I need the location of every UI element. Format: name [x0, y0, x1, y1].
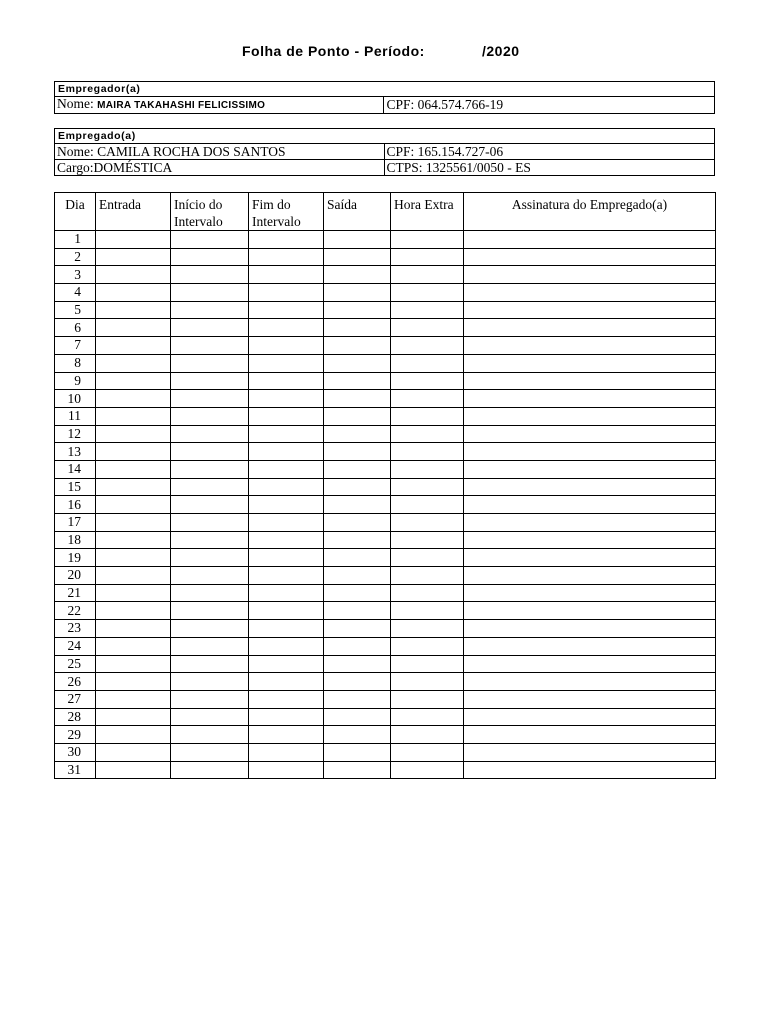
table-row	[55, 407, 716, 425]
hora-extra-cell[interactable]	[391, 567, 464, 585]
table-row	[55, 726, 716, 744]
table-row	[55, 301, 716, 319]
fim-intervalo-cell[interactable]	[249, 354, 324, 372]
day-number: 12	[55, 425, 96, 443]
saida-cell[interactable]	[324, 407, 391, 425]
inicio-intervalo-cell[interactable]	[171, 496, 249, 514]
saida-cell[interactable]	[324, 673, 391, 691]
fim-intervalo-cell[interactable]	[249, 655, 324, 673]
hora-extra-cell[interactable]	[391, 390, 464, 408]
inicio-intervalo-cell[interactable]	[171, 514, 249, 532]
employee-name: Nome: CAMILA ROCHA DOS SANTOS	[55, 144, 385, 160]
hora-extra-cell[interactable]	[391, 266, 464, 284]
entrada-cell[interactable]	[96, 372, 171, 390]
saida-cell[interactable]	[324, 584, 391, 602]
entrada-cell[interactable]	[96, 549, 171, 567]
entrada-cell[interactable]	[96, 761, 171, 779]
hora-extra-cell[interactable]	[391, 478, 464, 496]
saida-cell[interactable]	[324, 284, 391, 302]
hora-extra-cell[interactable]	[391, 726, 464, 744]
day-number: 25	[55, 655, 96, 673]
table-row	[55, 514, 716, 532]
entrada-cell[interactable]	[96, 726, 171, 744]
table-row	[55, 478, 716, 496]
assinatura-cell[interactable]	[464, 372, 716, 390]
saida-cell[interactable]	[324, 443, 391, 461]
hora-extra-cell[interactable]	[391, 407, 464, 425]
table-row	[55, 708, 716, 726]
saida-cell[interactable]	[324, 266, 391, 284]
hora-extra-cell[interactable]	[391, 514, 464, 532]
table-row	[55, 266, 716, 284]
fim-intervalo-cell[interactable]	[249, 248, 324, 266]
fim-intervalo-cell[interactable]	[249, 460, 324, 478]
inicio-intervalo-cell[interactable]	[171, 584, 249, 602]
column-header-saida: Saída	[324, 193, 391, 231]
inicio-intervalo-cell[interactable]	[171, 301, 249, 319]
entrada-cell[interactable]	[96, 514, 171, 532]
employer-name-value: MAIRA TAKAHASHI FELICISSIMO	[97, 100, 266, 111]
saida-cell[interactable]	[324, 761, 391, 779]
entrada-cell[interactable]	[96, 319, 171, 337]
day-number: 11	[55, 407, 96, 425]
entrada-cell[interactable]	[96, 407, 171, 425]
hora-extra-cell[interactable]	[391, 673, 464, 691]
hora-extra-cell[interactable]	[391, 602, 464, 620]
hora-extra-cell[interactable]	[391, 584, 464, 602]
entrada-cell[interactable]	[96, 673, 171, 691]
assinatura-cell[interactable]	[464, 248, 716, 266]
table-row	[55, 354, 716, 372]
entrada-cell[interactable]	[96, 301, 171, 319]
inicio-intervalo-cell[interactable]	[171, 743, 249, 761]
hora-extra-cell[interactable]	[391, 284, 464, 302]
table-row	[55, 690, 716, 708]
fim-intervalo-cell[interactable]	[249, 443, 324, 461]
table-row	[55, 567, 716, 585]
inicio-intervalo-cell[interactable]	[171, 337, 249, 355]
assinatura-cell[interactable]	[464, 301, 716, 319]
saida-cell[interactable]	[324, 726, 391, 744]
entrada-cell[interactable]	[96, 425, 171, 443]
saida-cell[interactable]	[324, 301, 391, 319]
fim-intervalo-cell[interactable]	[249, 531, 324, 549]
assinatura-cell[interactable]	[464, 549, 716, 567]
table-row	[55, 460, 716, 478]
fim-intervalo-cell[interactable]	[249, 726, 324, 744]
inicio-intervalo-cell[interactable]	[171, 460, 249, 478]
fim-intervalo-cell[interactable]	[249, 496, 324, 514]
saida-cell[interactable]	[324, 743, 391, 761]
hora-extra-cell[interactable]	[391, 531, 464, 549]
saida-cell[interactable]	[324, 231, 391, 249]
assinatura-cell[interactable]	[464, 602, 716, 620]
fim-intervalo-cell[interactable]	[249, 708, 324, 726]
inicio-intervalo-cell[interactable]	[171, 266, 249, 284]
fim-intervalo-cell[interactable]	[249, 337, 324, 355]
assinatura-cell[interactable]	[464, 266, 716, 284]
table-row	[55, 284, 716, 302]
timesheet-table	[54, 192, 716, 779]
inicio-intervalo-cell[interactable]	[171, 655, 249, 673]
assinatura-cell[interactable]	[464, 319, 716, 337]
assinatura-cell[interactable]	[464, 478, 716, 496]
employer-name-cell	[55, 97, 384, 114]
entrada-cell[interactable]	[96, 620, 171, 638]
day-number: 26	[55, 673, 96, 691]
day-number: 22	[55, 602, 96, 620]
employer-cpf: CPF: 064.574.766-19	[384, 97, 715, 114]
day-number: 8	[55, 354, 96, 372]
day-number: 30	[55, 743, 96, 761]
entrada-cell[interactable]	[96, 655, 171, 673]
title-text: Folha de Ponto - Período:	[242, 43, 425, 59]
assinatura-cell[interactable]	[464, 460, 716, 478]
entrada-cell[interactable]	[96, 478, 171, 496]
entrada-cell[interactable]	[96, 337, 171, 355]
assinatura-cell[interactable]	[464, 584, 716, 602]
employee-box	[54, 128, 715, 176]
entrada-cell[interactable]	[96, 531, 171, 549]
table-row	[55, 390, 716, 408]
fim-intervalo-cell[interactable]	[249, 514, 324, 532]
inicio-intervalo-cell[interactable]	[171, 425, 249, 443]
hora-extra-cell[interactable]	[391, 620, 464, 638]
entrada-cell[interactable]	[96, 602, 171, 620]
employer-section-label: Empregador(a)	[55, 82, 715, 97]
page-title	[0, 43, 768, 63]
column-header-fim-intervalo: Fim do Intervalo	[249, 193, 324, 231]
day-number: 23	[55, 620, 96, 638]
fim-intervalo-cell[interactable]	[249, 284, 324, 302]
saida-cell[interactable]	[324, 602, 391, 620]
table-row	[55, 743, 716, 761]
hora-extra-cell[interactable]	[391, 231, 464, 249]
day-number: 29	[55, 726, 96, 744]
fim-intervalo-cell[interactable]	[249, 637, 324, 655]
inicio-intervalo-cell[interactable]	[171, 407, 249, 425]
assinatura-cell[interactable]	[464, 284, 716, 302]
entrada-cell[interactable]	[96, 443, 171, 461]
hora-extra-cell[interactable]	[391, 354, 464, 372]
inicio-intervalo-cell[interactable]	[171, 319, 249, 337]
fim-intervalo-cell[interactable]	[249, 301, 324, 319]
fim-intervalo-cell[interactable]	[249, 390, 324, 408]
inicio-intervalo-cell[interactable]	[171, 708, 249, 726]
fim-intervalo-cell[interactable]	[249, 478, 324, 496]
fim-intervalo-cell[interactable]	[249, 319, 324, 337]
inicio-intervalo-cell[interactable]	[171, 284, 249, 302]
assinatura-cell[interactable]	[464, 231, 716, 249]
hora-extra-cell[interactable]	[391, 743, 464, 761]
entrada-cell[interactable]	[96, 637, 171, 655]
day-number: 24	[55, 637, 96, 655]
assinatura-cell[interactable]	[464, 620, 716, 638]
day-number: 14	[55, 460, 96, 478]
table-row	[55, 761, 716, 779]
timesheet-header-row	[55, 193, 716, 231]
fim-intervalo-cell[interactable]	[249, 407, 324, 425]
column-header-assinatura: Assinatura do Empregado(a)	[464, 193, 716, 231]
assinatura-cell[interactable]	[464, 690, 716, 708]
entrada-cell[interactable]	[96, 231, 171, 249]
day-number: 20	[55, 567, 96, 585]
fim-intervalo-cell[interactable]	[249, 673, 324, 691]
assinatura-cell[interactable]	[464, 567, 716, 585]
table-row	[55, 231, 716, 249]
table-row	[55, 584, 716, 602]
column-header-inicio-intervalo: Início do Intervalo	[171, 193, 249, 231]
assinatura-cell[interactable]	[464, 390, 716, 408]
saida-cell[interactable]	[324, 531, 391, 549]
hora-extra-cell[interactable]	[391, 425, 464, 443]
saida-cell[interactable]	[324, 708, 391, 726]
assinatura-cell[interactable]	[464, 743, 716, 761]
table-row	[55, 549, 716, 567]
hora-extra-cell[interactable]	[391, 655, 464, 673]
day-number: 6	[55, 319, 96, 337]
day-number: 9	[55, 372, 96, 390]
day-number: 27	[55, 690, 96, 708]
saida-cell[interactable]	[324, 478, 391, 496]
entrada-cell[interactable]	[96, 390, 171, 408]
saida-cell[interactable]	[324, 690, 391, 708]
fim-intervalo-cell[interactable]	[249, 690, 324, 708]
table-row	[55, 673, 716, 691]
table-row	[55, 620, 716, 638]
fim-intervalo-cell[interactable]	[249, 231, 324, 249]
table-row	[55, 337, 716, 355]
assinatura-cell[interactable]	[464, 637, 716, 655]
day-number: 16	[55, 496, 96, 514]
inicio-intervalo-cell[interactable]	[171, 761, 249, 779]
inicio-intervalo-cell[interactable]	[171, 390, 249, 408]
fim-intervalo-cell[interactable]	[249, 425, 324, 443]
day-number: 15	[55, 478, 96, 496]
table-row	[55, 443, 716, 461]
title-year: /2020	[482, 43, 520, 59]
entrada-cell[interactable]	[96, 460, 171, 478]
hora-extra-cell[interactable]	[391, 496, 464, 514]
table-row	[55, 248, 716, 266]
inicio-intervalo-cell[interactable]	[171, 567, 249, 585]
entrada-cell[interactable]	[96, 708, 171, 726]
hora-extra-cell[interactable]	[391, 337, 464, 355]
table-row	[55, 602, 716, 620]
employer-name-label: Nome:	[57, 96, 94, 111]
inicio-intervalo-cell[interactable]	[171, 602, 249, 620]
hora-extra-cell[interactable]	[391, 248, 464, 266]
saida-cell[interactable]	[324, 637, 391, 655]
day-number: 7	[55, 337, 96, 355]
inicio-intervalo-cell[interactable]	[171, 620, 249, 638]
saida-cell[interactable]	[324, 655, 391, 673]
table-row	[55, 531, 716, 549]
fim-intervalo-cell[interactable]	[249, 567, 324, 585]
saida-cell[interactable]	[324, 354, 391, 372]
fim-intervalo-cell[interactable]	[249, 620, 324, 638]
column-header-dia: Dia	[55, 193, 96, 231]
assinatura-cell[interactable]	[464, 496, 716, 514]
inicio-intervalo-cell[interactable]	[171, 531, 249, 549]
entrada-cell[interactable]	[96, 743, 171, 761]
saida-cell[interactable]	[324, 372, 391, 390]
assinatura-cell[interactable]	[464, 514, 716, 532]
assinatura-cell[interactable]	[464, 726, 716, 744]
table-row	[55, 496, 716, 514]
assinatura-cell[interactable]	[464, 531, 716, 549]
fim-intervalo-cell[interactable]	[249, 549, 324, 567]
table-row	[55, 425, 716, 443]
assinatura-cell[interactable]	[464, 655, 716, 673]
assinatura-cell[interactable]	[464, 673, 716, 691]
day-number: 19	[55, 549, 96, 567]
saida-cell[interactable]	[324, 549, 391, 567]
day-number: 31	[55, 761, 96, 779]
hora-extra-cell[interactable]	[391, 761, 464, 779]
inicio-intervalo-cell[interactable]	[171, 690, 249, 708]
inicio-intervalo-cell[interactable]	[171, 372, 249, 390]
assinatura-cell[interactable]	[464, 354, 716, 372]
hora-extra-cell[interactable]	[391, 372, 464, 390]
assinatura-cell[interactable]	[464, 708, 716, 726]
day-number: 28	[55, 708, 96, 726]
saida-cell[interactable]	[324, 319, 391, 337]
hora-extra-cell[interactable]	[391, 637, 464, 655]
entrada-cell[interactable]	[96, 690, 171, 708]
saida-cell[interactable]	[324, 514, 391, 532]
saida-cell[interactable]	[324, 248, 391, 266]
day-number: 2	[55, 248, 96, 266]
saida-cell[interactable]	[324, 496, 391, 514]
day-number: 21	[55, 584, 96, 602]
inicio-intervalo-cell[interactable]	[171, 248, 249, 266]
fim-intervalo-cell[interactable]	[249, 584, 324, 602]
assinatura-cell[interactable]	[464, 425, 716, 443]
hora-extra-cell[interactable]	[391, 319, 464, 337]
assinatura-cell[interactable]	[464, 443, 716, 461]
column-header-entrada: Entrada	[96, 193, 171, 231]
day-number: 5	[55, 301, 96, 319]
day-number: 10	[55, 390, 96, 408]
fim-intervalo-cell[interactable]	[249, 743, 324, 761]
fim-intervalo-cell[interactable]	[249, 602, 324, 620]
saida-cell[interactable]	[324, 620, 391, 638]
hora-extra-cell[interactable]	[391, 549, 464, 567]
entrada-cell[interactable]	[96, 496, 171, 514]
column-header-hora-extra: Hora Extra	[391, 193, 464, 231]
hora-extra-cell[interactable]	[391, 443, 464, 461]
saida-cell[interactable]	[324, 337, 391, 355]
employee-cpf: CPF: 165.154.727-06	[384, 144, 714, 160]
entrada-cell[interactable]	[96, 584, 171, 602]
employee-cargo: Cargo:DOMÉSTICA	[55, 160, 385, 176]
inicio-intervalo-cell[interactable]	[171, 726, 249, 744]
entrada-cell[interactable]	[96, 567, 171, 585]
day-number: 18	[55, 531, 96, 549]
inicio-intervalo-cell[interactable]	[171, 354, 249, 372]
table-row	[55, 372, 716, 390]
hora-extra-cell[interactable]	[391, 690, 464, 708]
fim-intervalo-cell[interactable]	[249, 372, 324, 390]
day-number: 4	[55, 284, 96, 302]
entrada-cell[interactable]	[96, 248, 171, 266]
day-number: 17	[55, 514, 96, 532]
employee-section-label: Empregado(a)	[55, 129, 715, 144]
saida-cell[interactable]	[324, 425, 391, 443]
inicio-intervalo-cell[interactable]	[171, 478, 249, 496]
fim-intervalo-cell[interactable]	[249, 761, 324, 779]
assinatura-cell[interactable]	[464, 761, 716, 779]
entrada-cell[interactable]	[96, 266, 171, 284]
hora-extra-cell[interactable]	[391, 460, 464, 478]
day-number: 1	[55, 231, 96, 249]
table-row	[55, 637, 716, 655]
day-number: 13	[55, 443, 96, 461]
day-number: 3	[55, 266, 96, 284]
entrada-cell[interactable]	[96, 354, 171, 372]
inicio-intervalo-cell[interactable]	[171, 549, 249, 567]
table-row	[55, 655, 716, 673]
assinatura-cell[interactable]	[464, 407, 716, 425]
inicio-intervalo-cell[interactable]	[171, 231, 249, 249]
fim-intervalo-cell[interactable]	[249, 266, 324, 284]
entrada-cell[interactable]	[96, 284, 171, 302]
employee-ctps: CTPS: 1325561/0050 - ES	[384, 160, 714, 176]
table-row	[55, 319, 716, 337]
inicio-intervalo-cell[interactable]	[171, 637, 249, 655]
saida-cell[interactable]	[324, 390, 391, 408]
assinatura-cell[interactable]	[464, 337, 716, 355]
hora-extra-cell[interactable]	[391, 708, 464, 726]
saida-cell[interactable]	[324, 460, 391, 478]
employer-box	[54, 81, 715, 114]
inicio-intervalo-cell[interactable]	[171, 443, 249, 461]
hora-extra-cell[interactable]	[391, 301, 464, 319]
inicio-intervalo-cell[interactable]	[171, 673, 249, 691]
saida-cell[interactable]	[324, 567, 391, 585]
